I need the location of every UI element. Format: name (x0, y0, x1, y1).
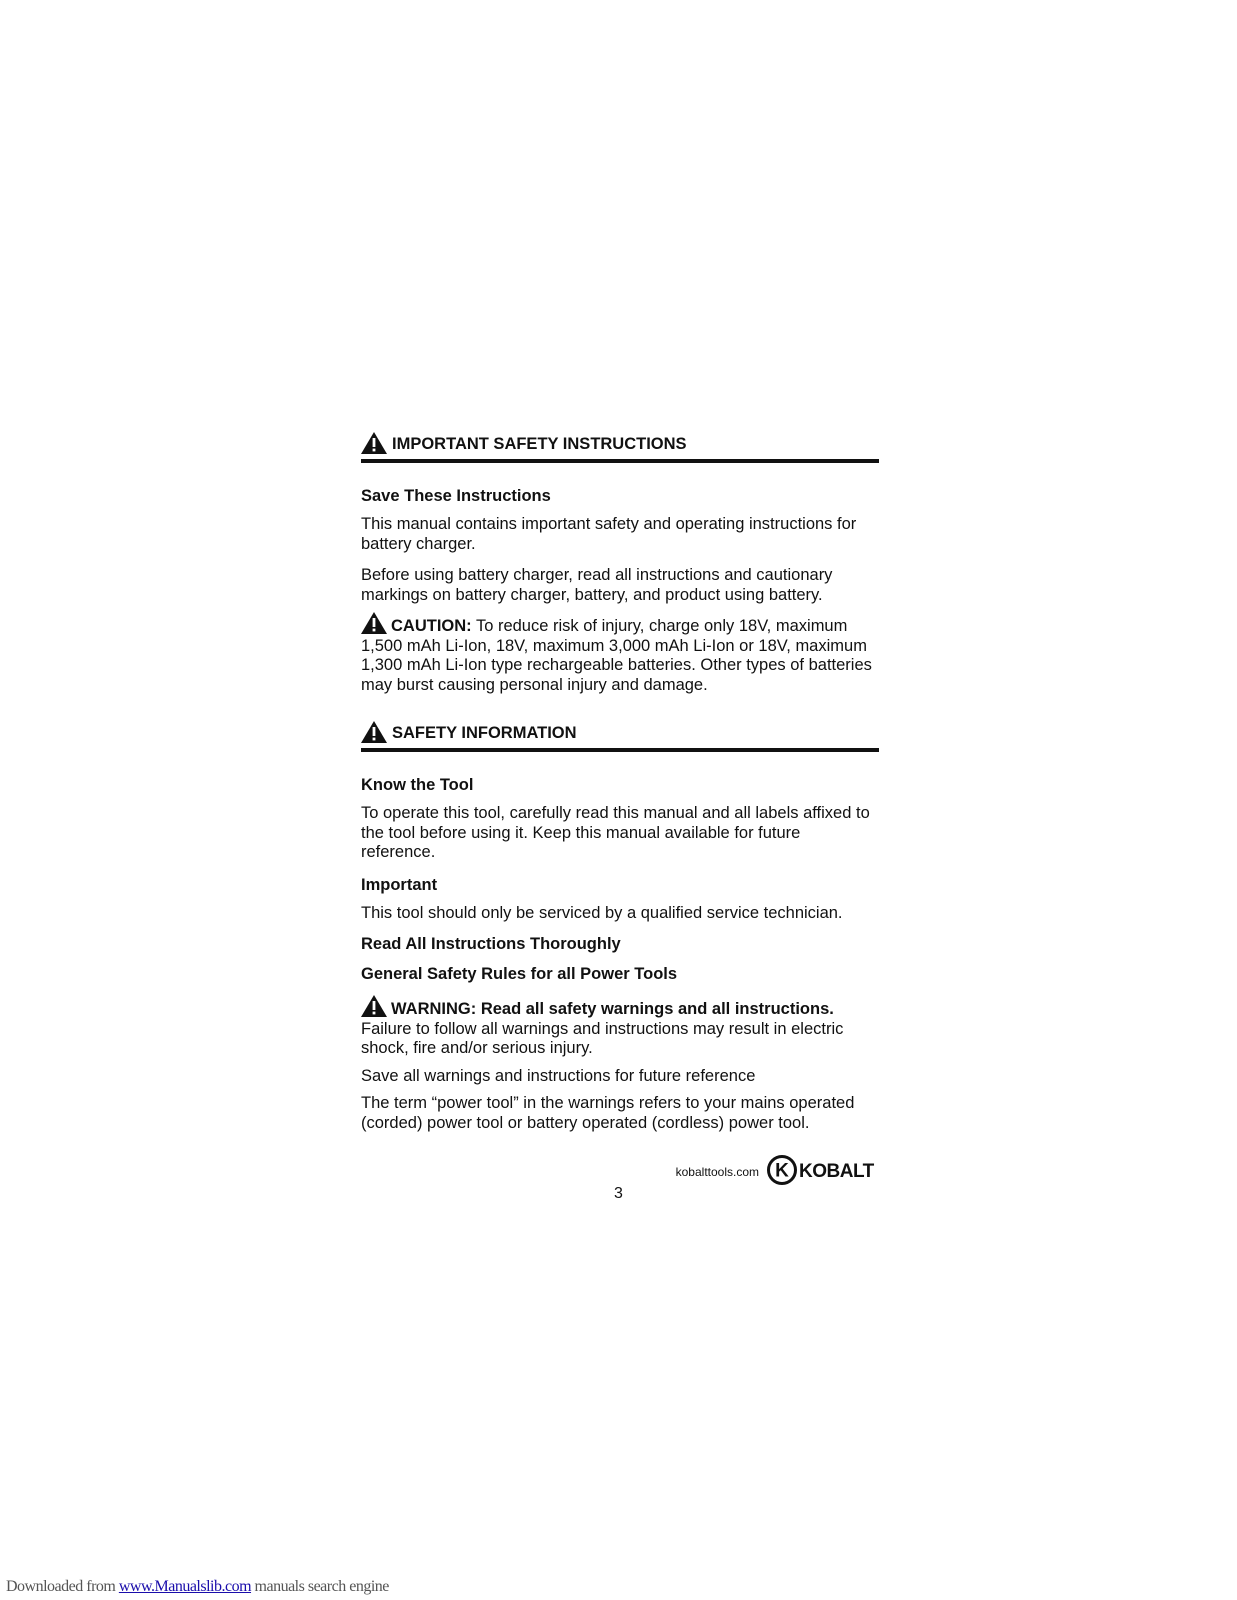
warning-paragraph (361, 995, 879, 1059)
section-heading-safety-information (361, 721, 879, 752)
download-prefix: Downloaded from (6, 1578, 119, 1595)
svg-text:K: K (775, 1160, 789, 1182)
page-number: 3 (614, 1185, 623, 1202)
paragraph-power-tool-term: The term “power tool” in the warnings refers to your mains operated (corded) power tool or battery operated (cordless) power tool. (361, 1094, 855, 1132)
download-suffix: manuals search engine (251, 1578, 389, 1595)
warning-triangle-icon (361, 995, 387, 1017)
warning-triangle-icon (361, 612, 387, 634)
svg-text:KOBALT: KOBALT (799, 1161, 874, 1182)
page-footer (361, 1154, 879, 1186)
download-attribution (6, 1578, 389, 1596)
section-heading-text: IMPORTANT SAFETY INSTRUCTIONS (392, 435, 687, 453)
caution-label: CAUTION: (391, 617, 472, 635)
caution-paragraph (361, 612, 879, 695)
manualslib-link[interactable]: www.Manualslib.com (118, 1578, 252, 1595)
paragraph-know-the-tool: To operate this tool, carefully read this manual and all labels affixed to the tool before using it. Keep this manual available for future reference. (361, 804, 870, 861)
section-heading-text: SAFETY INFORMATION (392, 724, 577, 742)
caution-text: To reduce risk of injury, charge only 18V, maximum 1,500 mAh Li-Ion, 18V, maximum 3,000 mAh Li-Ion or 18V, maximum 1,300 mAh Li-Ion type rechargeable batteries. Other types of batteries may burst causing personal injury and damage. (361, 617, 872, 694)
subhead-know-the-tool: Know the Tool (361, 776, 474, 794)
section-heading-important-safety (361, 432, 879, 463)
site-url: kobalttools.com (675, 1165, 759, 1179)
warning-text: Failure to follow all warnings and instructions may result in electric shock, fire and/or serious injury. (361, 1019, 844, 1057)
warning-triangle-icon (361, 432, 387, 454)
subhead-important: Important (361, 875, 438, 894)
paragraph-before-using: Before using battery charger, read all instructions and cautionary markings on battery charger, battery, and product using battery. (361, 566, 833, 604)
paragraph-important: This tool should only be serviced by a qualified service technician. (361, 903, 843, 922)
paragraph-save-warnings: Save all warnings and instructions for future reference (361, 1066, 756, 1085)
subhead-read-all-instructions: Read All Instructions Thoroughly (361, 935, 621, 953)
kobalt-logo (767, 1154, 879, 1186)
warning-label: WARNING: Read all safety warnings and all instructions. (391, 1000, 834, 1018)
subhead-general-safety-rules: General Safety Rules for all Power Tools (361, 965, 678, 983)
paragraph-manual-contents: This manual contains important safety and operating instructions for battery charger. (361, 515, 857, 553)
subhead-save-instructions: Save These Instructions (361, 487, 551, 505)
warning-triangle-icon (361, 721, 387, 743)
manual-page-content (361, 432, 879, 1133)
